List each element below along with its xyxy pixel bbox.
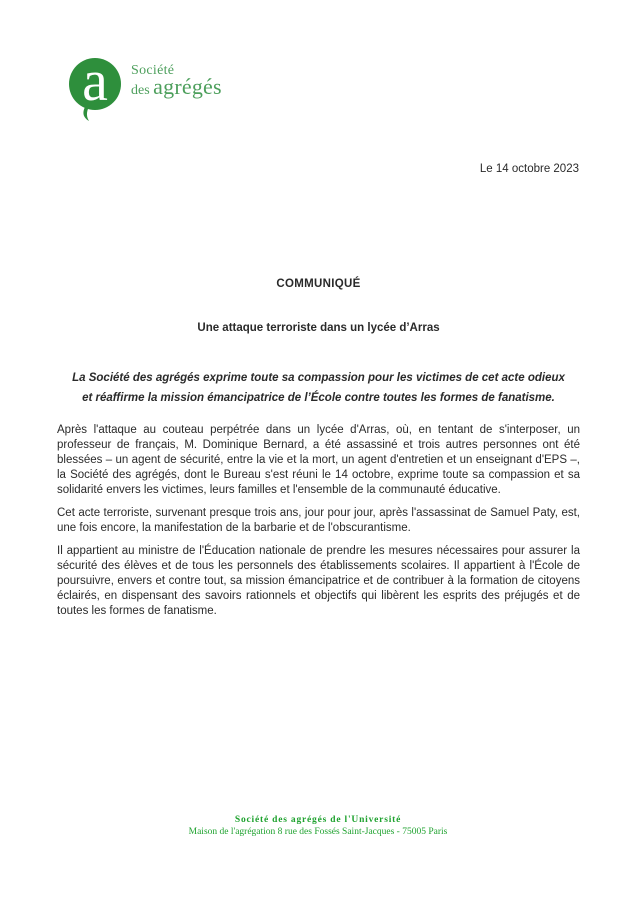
logo-wordmark-agreges: agrégés	[153, 74, 222, 99]
logo-wordmark-line1: Société	[131, 63, 175, 78]
footer-address: Maison de l'agrégation 8 rue des Fossés Saint-Jacques - 75005 Paris	[188, 827, 448, 837]
communique-heading: COMMUNIQUÉ	[276, 278, 361, 290]
paragraph-3: Il appartient au ministre de l'Éducation nationale de prendre les mesures nécessaires pour assurer la sécurité des élèves et de tous les personnels des établissements scolaires. Il appartient à l'École de poursuivre, envers et contre tout, sa mission émancipatrice et de contribuer à la formation de citoyens éclairés, en dispensant des savoirs rationnels et objectifs qui libèrent les esprits des préjugés et de toutes les formes de fanatisme.	[57, 545, 580, 617]
document-title: Une attaque terroriste dans un lycée d’Arras	[197, 322, 440, 334]
logo-wordmark-line2	[131, 74, 222, 100]
logo-a-icon	[68, 57, 122, 121]
paragraph-2: Cet acte terroriste, survenant presque trois ans, jour pour jour, après l'assassinat de Samuel Paty, est, une fois encore, la manifestation de la barbarie et de l'obscurantisme.	[57, 507, 580, 534]
svg-text:a: a	[82, 57, 108, 113]
document-date: Le 14 octobre 2023	[479, 163, 579, 175]
body-paragraphs	[57, 423, 580, 619]
logo-wordmark-des: des	[131, 83, 154, 98]
lead-statement	[57, 368, 580, 408]
document-footer	[0, 814, 636, 838]
lead-line-1: La Société des agrégés exprime toute sa compassion pour les victimes de cet acte odieux	[72, 372, 565, 384]
document-content	[57, 277, 580, 627]
footer-organization: Société des agrégés de l'Université	[234, 815, 402, 825]
paragraph-1: Après l'attaque au couteau perpétrée dans un lycée d'Arras, où, en tentant de s'interposer, un professeur de français, M. Dominique Bernard, a été assassiné et trois autres personnes ont été blessées – un agent de sécurité, entre la vie et la mort, un agent d'entretien et un enseignant d'EPS –, la Société des agrégés, dont le Bureau s'est réuni le 14 octobre, exprime toute sa compassion et sa solidarité envers les victimes, leurs familles et l'ensemble de la communauté éducative.	[57, 424, 580, 496]
lead-line-2: et réaffirme la mission émancipatrice de l’École contre toutes les formes de fanatisme.	[82, 392, 555, 404]
logo-wordmark	[131, 63, 222, 100]
societe-des-agreges-logo	[68, 57, 222, 121]
